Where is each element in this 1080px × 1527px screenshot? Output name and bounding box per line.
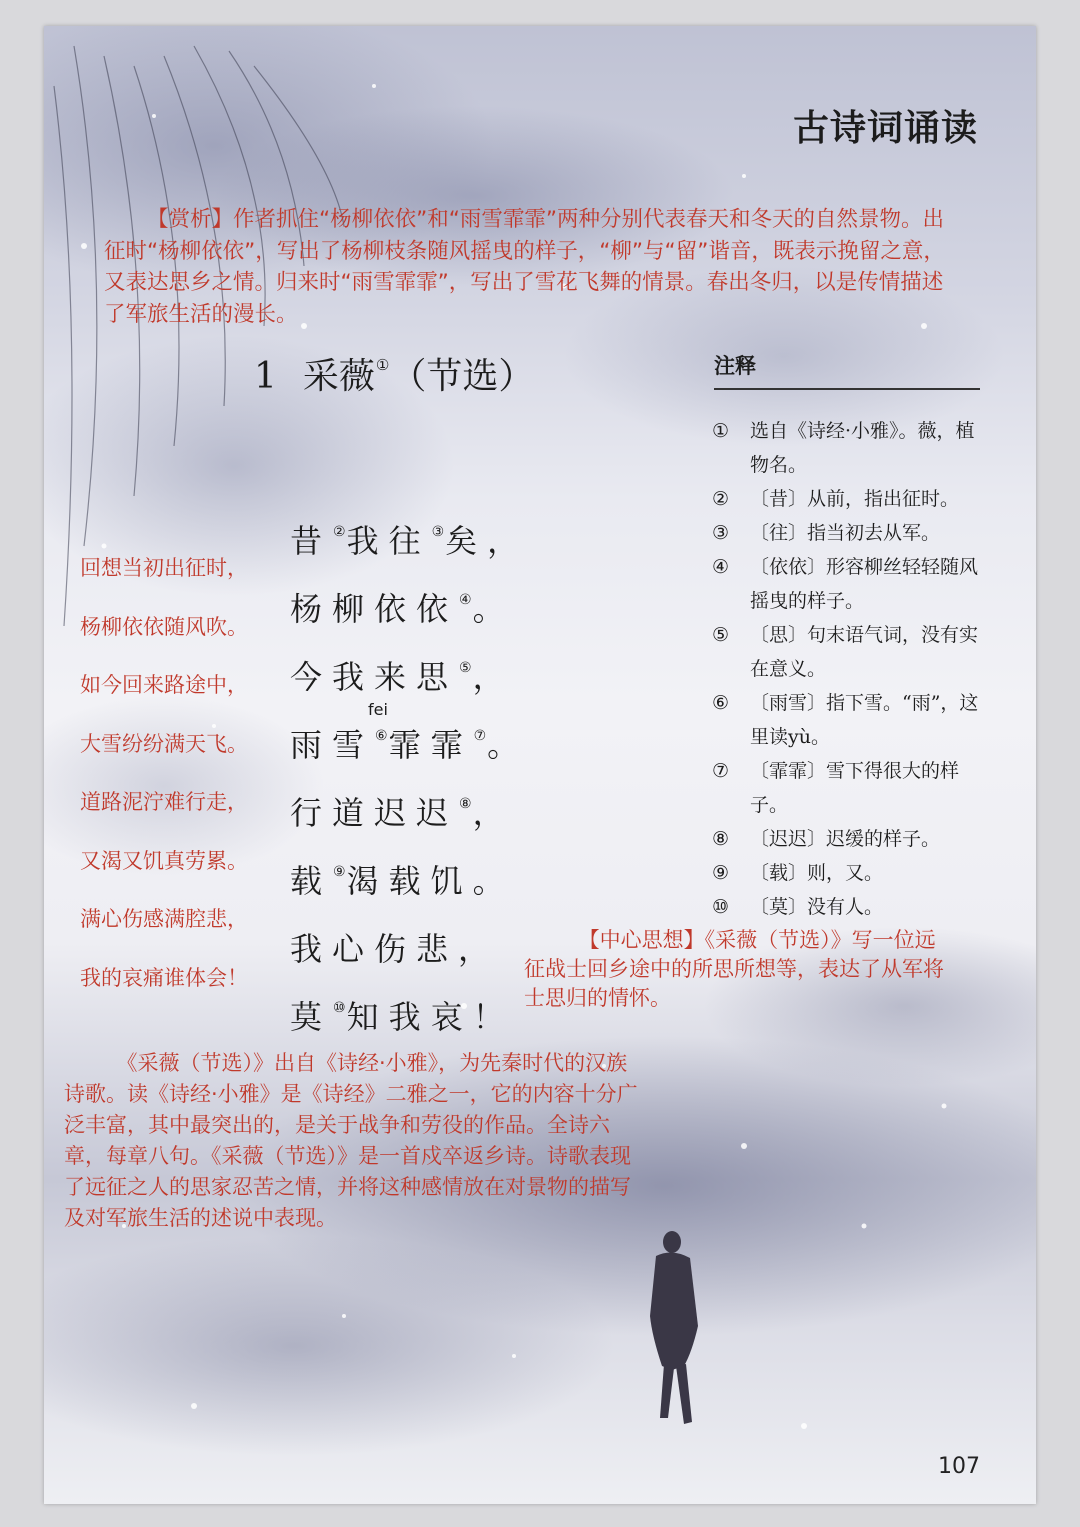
poem-line [290,584,515,630]
poem-line [290,992,515,1038]
note-item [712,618,984,686]
note-number: ⑨ [712,862,730,884]
notes-title: 注释 [714,354,756,378]
translation-line: 道路泥泞难行走， [80,790,248,814]
poem-title-sub: （节选） [390,356,535,397]
note-item [712,482,984,516]
poem-line [290,924,500,970]
poem-heading [254,348,534,399]
textbook-page [44,26,1036,1504]
central-idea-paragraph: 【中心思想】《采薇（节选）》写一位远征战士回乡途中的所思所想等，表达了从军将士思归的情怀。 [524,928,944,1010]
note-text: 〔迟迟〕迟缓的样子。 [750,828,941,850]
poem-text: 霏霏 [388,726,473,764]
note-text: 〔依依〕形容柳丝轻轻随风摇曳的样子。 [750,556,979,612]
note-number: ③ [712,522,730,544]
note-item [712,890,984,924]
poem-text: 雨雪 [290,726,375,764]
note-item [712,550,984,618]
translation-line: 回想当初出征时， [80,556,248,580]
footnote-marker: ② [333,524,346,540]
footnote-marker: ⑧ [459,796,472,812]
poem-line [290,720,529,766]
note-number: ⑩ [712,896,730,918]
note-text: 〔载〕则，又。 [750,862,884,884]
poem-text: 知我哀！ [346,998,515,1036]
poem-text: 莫 [290,998,333,1036]
note-number: ② [712,488,730,510]
note-item [712,822,984,856]
translation-line: 我的哀痛谁体会！ [80,965,248,990]
poem-text: 杨柳依依 [290,590,459,628]
note-number: ⑦ [712,760,730,782]
poem-text: ， [472,658,515,696]
note-number: ④ [712,556,730,578]
note-number: ⑤ [712,624,730,646]
poem-text: 昔 [290,522,333,560]
footnote-marker: ⑥ [375,728,388,744]
poem-text: 行道迟迟 [290,794,459,832]
poem-text: 载 [290,862,333,900]
note-item [712,516,984,550]
footnote-marker: ④ [459,592,472,608]
translation-line: 满心伤感满腔悲， [80,907,248,931]
intro-paragraph: 《采薇（节选）》出自《诗经·小雅》，为先秦时代的汉族诗歌。读《诗经·小雅》是《诗经》二雅之一，它的内容十分广泛丰富，其中最突出的，是关于战争和劳役的作品。全诗六章，每章八句。《采薇（节选）》是一首戍卒返乡诗。诗歌表现了远征之人的思家忍苦之情，并将这种感情放在对景物的描写及对军旅生活的述说中表现。 [64,1051,638,1230]
poem-line [290,856,515,902]
translation-line: 如今回来路途中， [80,673,248,697]
footnote-marker: ⑤ [459,660,472,676]
poem-text: 我心伤悲， [290,930,501,968]
note-number: ① [712,420,730,442]
appreciation-paragraph: 【赏析】作者抓住“杨柳依依”和“雨雪霏霏”两种分别代表春天和冬天的自然景物。出征时“杨柳依依”，写出了杨柳枝条随风摇曳的样子，“柳”与“留”谐音，既表示挽留之意，又表达思乡之情。归来时“雨雪霏霏”，写出了雪花飞舞的情景。春出冬归，以是传情描述了军旅生活的漫长。 [104,207,945,327]
note-text: 选自《诗经·小雅》。薇，植物名。 [750,420,975,476]
note-number: ⑥ [712,692,730,714]
note-item [712,754,984,822]
footnote-marker: ③ [431,524,445,540]
poem-line [290,788,515,834]
poem-text: ， [472,794,515,832]
translation-line: 大雪纷纷满天飞。 [80,731,248,756]
page-number: 107 [938,1454,980,1479]
poem-line [290,516,529,562]
note-item [712,856,984,890]
note-number: ⑧ [712,828,730,850]
poem-text: 今我来思 [290,658,459,696]
poem-line [290,652,515,698]
translation-line: 又渴又饥真劳累。 [80,848,248,873]
note-item [712,686,984,754]
poem-number: 1 [254,356,277,397]
poem-title: 采薇 [302,356,375,397]
note-text: 〔往〕指当初去从军。 [750,522,941,544]
note-text: 〔霏霏〕雪下得很大的样子。 [750,760,960,816]
poem-text: 。 [487,726,530,764]
note-text: 〔莫〕没有人。 [750,896,884,918]
footnote-marker: ① [375,356,390,374]
notes-divider [714,388,980,390]
poem-text: 渴载饥。 [346,862,515,900]
poem-text: 。 [472,590,515,628]
note-text: 〔思〕句末语气词，没有实在意义。 [750,624,979,680]
poem-text: 我往 [346,522,431,560]
footnote-marker: ⑦ [473,728,487,744]
footnote-marker: ⑩ [333,1000,346,1016]
poem-text: 矣， [445,522,530,560]
footnote-marker: ⑨ [333,864,346,880]
pinyin-annotation: fei [368,700,388,719]
note-text: 〔雨雪〕指下雪。“雨”，这里读yù。 [750,692,979,748]
translation-line: 杨柳依依随风吹。 [80,614,248,639]
section-title: 古诗词诵读 [792,107,978,149]
note-item [712,414,984,482]
note-text: 〔昔〕从前，指出征时。 [750,488,960,510]
notes-list [712,414,984,924]
